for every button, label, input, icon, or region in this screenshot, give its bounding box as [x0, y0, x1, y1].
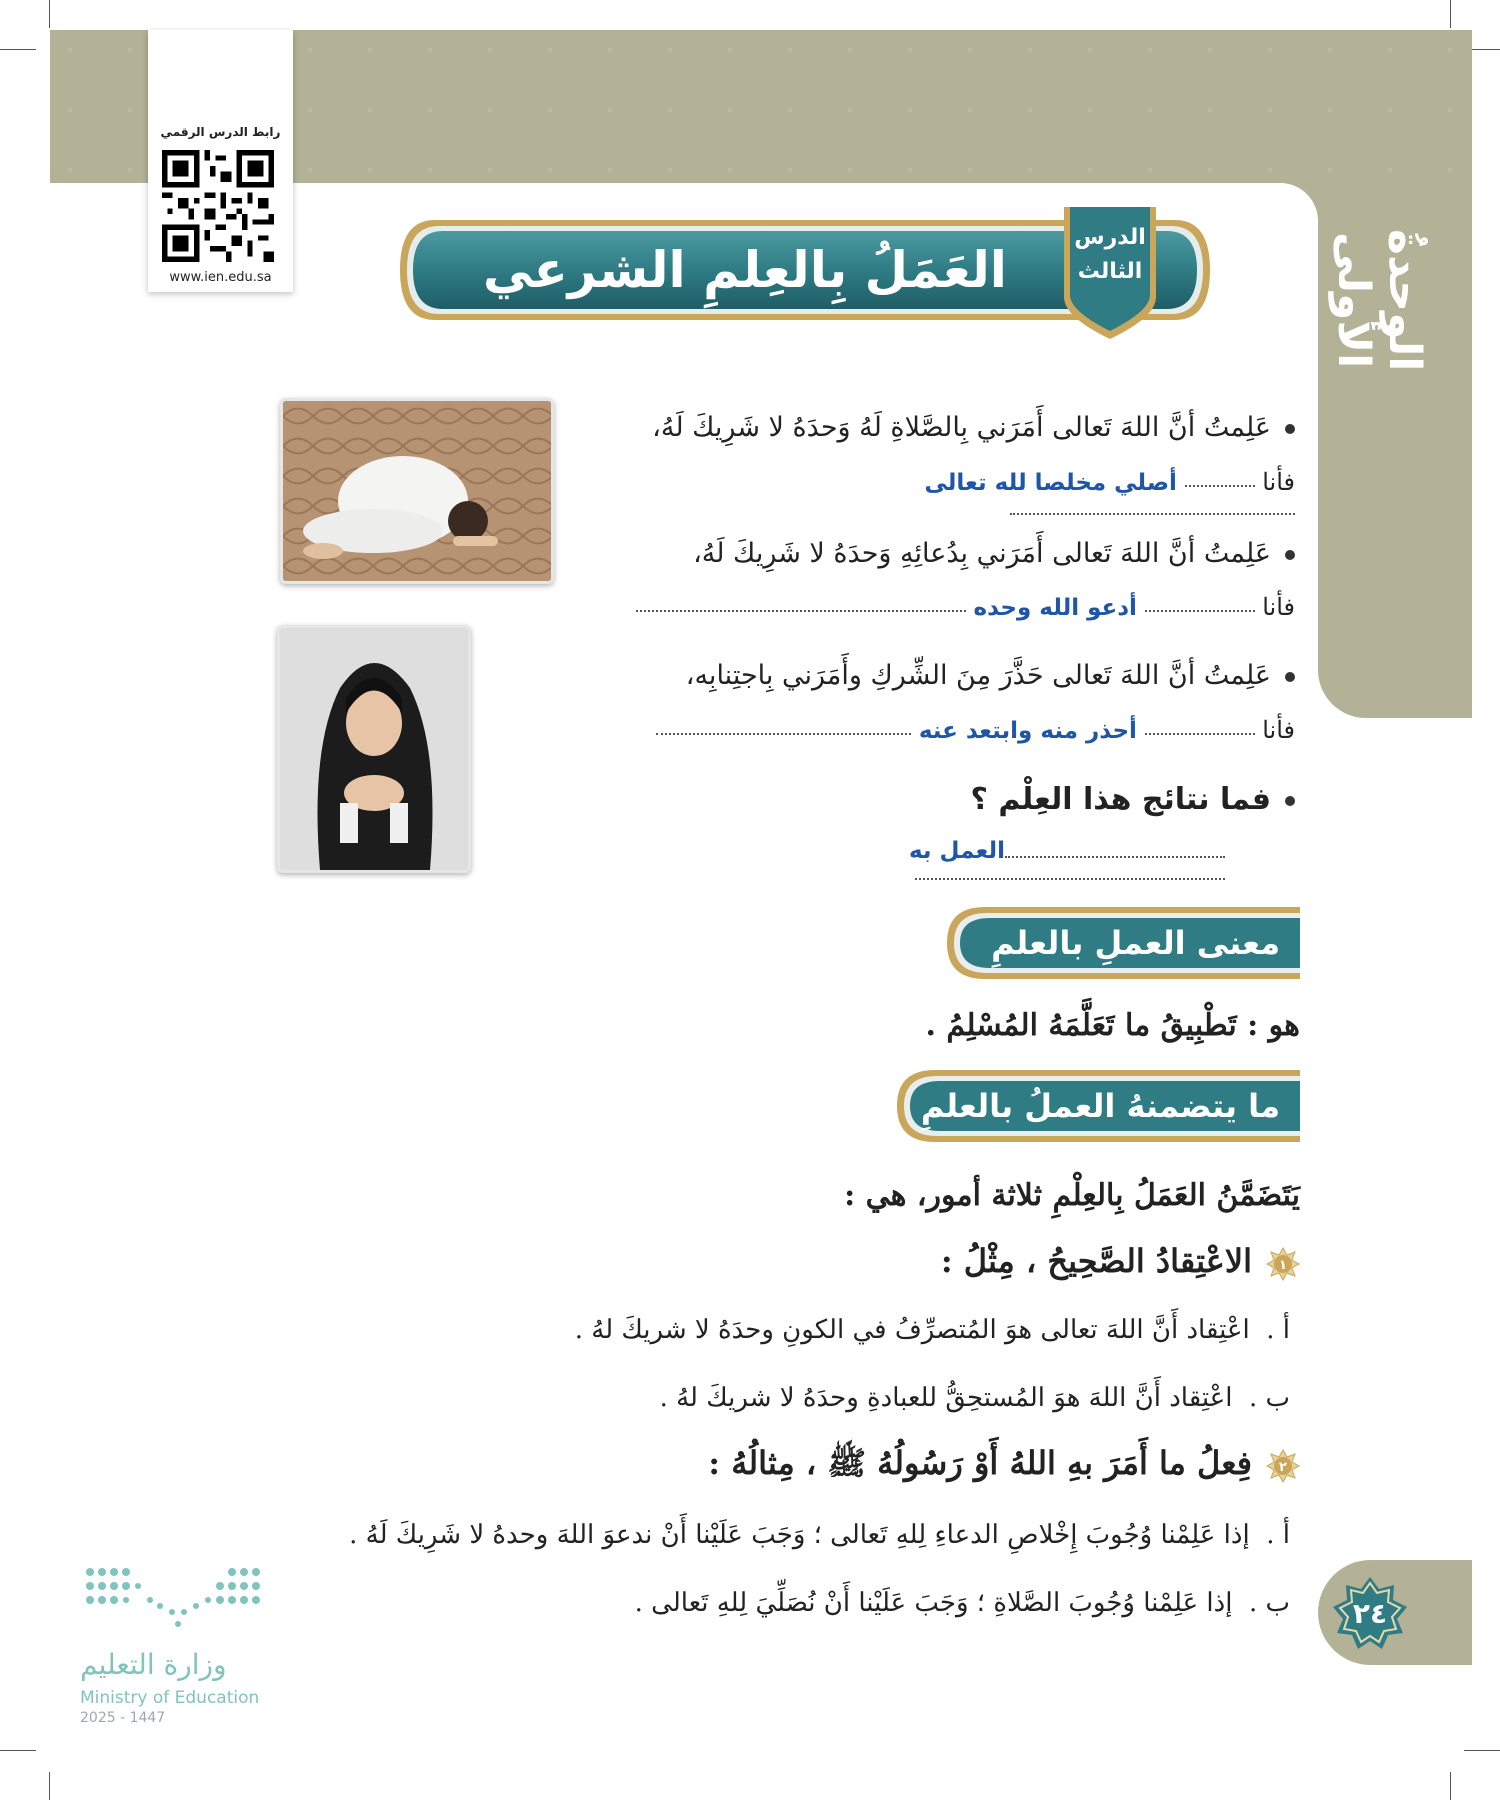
lesson-title-banner [395, 215, 1215, 325]
answer-dots [1145, 729, 1255, 735]
crop-mark [0, 1750, 36, 1751]
include-sub-item [635, 1588, 1290, 1618]
includes-section-title: ما يتضمنهُ العملُ بالعلمِ [920, 1087, 1280, 1125]
answer-prefix: فأنا [1262, 716, 1295, 744]
ministry-logo-icon [80, 1560, 270, 1640]
crop-mark [0, 49, 36, 50]
answer-dots [636, 606, 966, 612]
include-sub-item [349, 1520, 1290, 1550]
answer-dots [1185, 481, 1255, 487]
activity-answer-row [635, 468, 1295, 524]
star-badge-icon [1266, 1449, 1300, 1483]
answer-text[interactable]: أصلي مخلصا لله تعالى [924, 470, 1177, 496]
meaning-section-header [945, 905, 1300, 981]
star-badge-icon [1266, 1247, 1300, 1281]
question-answer-text[interactable]: العمل به [908, 838, 1005, 864]
include-sub-item [575, 1315, 1290, 1345]
answer-dots [1145, 606, 1255, 612]
includes-section-header [895, 1068, 1300, 1144]
answer-dots [915, 864, 1225, 880]
sub-item-letter: ب . [1248, 1588, 1290, 1618]
page-number: ٢٤ [1352, 1597, 1388, 1630]
include-item-title-text: الاعْتِقادُ الصَّحِيحُ ، مِثْلُ : [940, 1242, 1252, 1280]
answer-dots [656, 729, 911, 735]
lesson-title: العَمَلُ بِالعِلمِ الشرعي [483, 241, 1007, 299]
ministry-name-en: Ministry of Education [80, 1688, 260, 1708]
star-number-badge [1266, 1247, 1300, 1281]
crop-mark [49, 1772, 50, 1800]
unit-label: الوحدةُ الأُولى [1328, 228, 1430, 372]
activity-statement [555, 538, 1295, 569]
question-line [970, 782, 1295, 817]
includes-intro: يَتَضَمَّنُ العَمَلُ بِالعِلْمِ ثلاثة أمور، هي : [844, 1178, 1300, 1213]
answer-text[interactable]: أدعو الله وحده [973, 595, 1137, 621]
dua-photo-drawing [280, 628, 468, 870]
sub-item-text: اعْتِقاد أَنَّ اللهَ هوَ المُستحِقُّ للعبادةِ وحدَهُ لا شريكَ لهُ . [659, 1383, 1233, 1413]
prayer-photo-drawing [283, 401, 551, 581]
activity-statement-text: عَلِمتُ أنَّ اللهَ تَعالى أَمَرَني بِدُعائِهِ وَحدَهُ لا شَرِيكَ لَهُ، [693, 538, 1271, 569]
star-badge-number: ٢ [1279, 1459, 1287, 1475]
answer-text[interactable]: أحذر منه وابتعد عنه [918, 718, 1137, 744]
include-item-title [708, 1444, 1300, 1490]
crop-mark [1464, 1750, 1500, 1751]
bullet-dot-icon [1285, 550, 1295, 560]
meaning-definition: هو : تَطْبِيقُ ما تَعَلَّمَهُ المُسْلِمُ . [925, 1008, 1300, 1043]
bullet-dot-icon [1285, 796, 1295, 806]
sub-item-text: اعْتِقاد أَنَّ اللهَ تعالى هوَ المُتصرِّفُ في الكونِ وحدَهُ لا شريكَ لهُ . [574, 1315, 1250, 1345]
activity-statement-text: عَلِمتُ أنَّ اللهَ تَعالى أَمَرَني بِالصَّلاةِ لَهُ وَحدَهُ لا شَرِيكَ لَهُ، [652, 412, 1271, 443]
activity-answer-row [615, 593, 1295, 621]
sub-item-text: إذا عَلِمْنا وُجُوبَ الصَّلاةِ ؛ وَجَبَ عَلَيْنا أَنْ نُصَلِّيَ لِلهِ تَعالى . [634, 1588, 1233, 1618]
prayer-photo [280, 398, 554, 584]
meaning-section-title: معنى العملِ بالعلمِ [991, 924, 1280, 962]
answer-dots [1010, 509, 1295, 515]
activity-statement-text: عَلِمتُ أنَّ اللهَ تَعالى حَذَّرَ مِنَ الشِّركِ وأَمَرَني بِاجتِنابِه، [685, 660, 1271, 691]
include-sub-item [660, 1383, 1290, 1413]
star-badge-number: ١ [1279, 1257, 1287, 1273]
activity-statement [575, 412, 1295, 443]
ministry-year: 2025 - 1447 [80, 1710, 166, 1726]
ministry-logo [80, 1560, 280, 1730]
qr-caption: رابط الدرس الرقمي [160, 125, 281, 139]
answer-prefix: فأنا [1262, 468, 1295, 496]
crop-mark [1450, 0, 1451, 28]
activity-statement [555, 660, 1295, 691]
answer-dots [1005, 842, 1225, 858]
include-item-title-text: فِعلُ ما أَمَرَ بهِ اللهُ أَوْ رَسُولُهُ ﷺ ، مِثالُهُ : [708, 1444, 1252, 1482]
lesson-badge-line2: الثالث [1077, 259, 1143, 284]
dua-photo [277, 625, 471, 873]
question-text: فما نتائج هذا العِلْم ؟ [970, 782, 1271, 817]
crop-mark [49, 0, 50, 28]
sub-item-letter: أ . [1266, 1315, 1290, 1345]
bullet-dot-icon [1285, 672, 1295, 682]
bullet-dot-icon [1285, 424, 1295, 434]
qr-card[interactable] [148, 30, 293, 292]
answer-prefix: فأنا [1262, 593, 1295, 621]
sub-item-letter: أ . [1266, 1520, 1290, 1550]
ministry-name-ar: وزارة التعليم [80, 1648, 227, 1681]
sub-item-letter: ب . [1248, 1383, 1290, 1413]
crop-mark [1450, 1772, 1451, 1800]
sub-item-text: إذا عَلِمْنا وُجُوبَ إِخْلاصِ الدعاءِ لِلهِ تَعالى ؛ وَجَبَ عَلَيْنا أَنْ ندعوَ اللهَ وحدهُ لا شَرِيكَ لَهُ . [349, 1520, 1250, 1550]
include-item-title [941, 1242, 1300, 1281]
star-number-badge [1266, 1449, 1300, 1483]
activity-answer-row [615, 716, 1295, 744]
lesson-badge-line1: الدرس [1074, 225, 1146, 250]
qr-code-icon[interactable] [162, 150, 274, 262]
qr-url[interactable]: www.ien.edu.sa [169, 270, 272, 285]
lesson-badge [1060, 207, 1160, 342]
question-answer-row [605, 838, 1225, 868]
